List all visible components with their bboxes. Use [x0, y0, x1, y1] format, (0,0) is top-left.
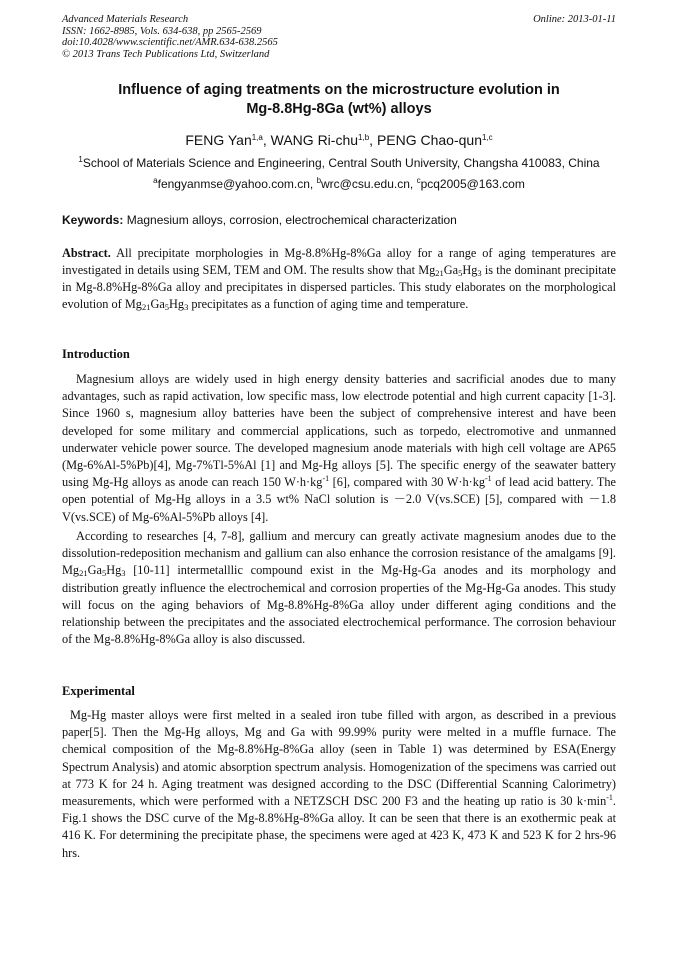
title-line-2: Mg-8.8Hg-8Ga (wt%) alloys [246, 101, 432, 117]
formula-part: Ga [150, 297, 165, 311]
subscript: 3 [477, 268, 482, 278]
subscript: 5 [458, 268, 463, 278]
author-emails: $^a$fengyanmse@yahoo.com.cn, $^b$wrc@csu.edu.cn, $^c$pcq2005@163.com [153, 176, 525, 191]
doi-line[interactable]: doi:10.4028/www.scientific.net/AMR.634-638.2565 [62, 37, 278, 48]
author-name: WANG Ri-chu [270, 132, 359, 148]
keywords-text: Magnesium alloys, corrosion, electrochemical characterization [126, 213, 457, 227]
paragraph-text: [6], compared with 30 W·h·kg [329, 475, 485, 490]
author-affil-mark: 1,b [358, 133, 370, 142]
intro-paragraph-1 [62, 371, 616, 526]
formula-part: Hg [169, 297, 185, 311]
subscript: 5 [164, 302, 170, 312]
affiliation [62, 156, 616, 171]
abstract-text: is the dominant precipitate in Mg-8.8%Hg-8%Ga alloy and precipitates in dispersed particles. This study elaborates on the morphological evolution of Mg [62, 263, 616, 311]
issn-line: ISSN: 1662-8985, Vols. 634-638, pp 2565-2569 [62, 25, 262, 37]
subscript: 3 [121, 568, 126, 579]
copyright-line: © 2013 Trans Tech Publications Ltd, Switzerland [62, 48, 270, 60]
email-b[interactable]: wrc@csu.edu.cn [321, 177, 410, 191]
paragraph-text: . Fig.1 shows the DSC curve of the Mg-8.8%Hg-8%Ga alloy. It can be seen that there is an exothermic peak at 416 K. For determining the precipitate phase, the specimens were aged at 423 K, 473 K and 523 K for 2 hrs-96 hrs. [62, 794, 616, 860]
formula-part: Hg [462, 263, 478, 277]
paragraph-text: [10-11] intermetalllic compound exist in the Mg-Hg-Ga anodes and its morphology and distribution greatly influence the electrochemical and corrosion properties of the Mg-Hg-Ga anodes. This study will focus on the aging behaviors of Mg-8.8%Hg-8%Ga alloy under different aging conditions and the relationship between the precipitates and the associated electrochemical performance. The corrosion behaviour of the Mg-8.8%Hg-8%Ga alloy is also discussed. [62, 563, 616, 647]
abstract-label: Abstract. [62, 246, 111, 260]
experimental-paragraph-1 [62, 707, 616, 862]
affiliation-mark: 1 [78, 155, 83, 164]
formula-part: Hg [106, 563, 122, 578]
abstract [62, 245, 616, 313]
paper-title [62, 81, 616, 119]
author-name: PENG Chao-qun [376, 132, 482, 148]
affiliation-text: School of Materials Science and Engineering, Central South University, Changsha 410083, China [82, 156, 600, 170]
subscript: 21 [141, 302, 151, 312]
email-a[interactable]: fengyanmse@yahoo.com.cn [157, 177, 310, 191]
keywords-label: Keywords: [62, 213, 124, 227]
keywords [62, 213, 616, 228]
section-heading-experimental: Experimental [62, 684, 135, 698]
superscript: -1 [485, 474, 492, 484]
author-name: FENG Yan [185, 132, 252, 148]
email-c[interactable]: pcq2005@163.com [420, 177, 525, 191]
journal-header [62, 14, 616, 60]
superscript: -1 [606, 793, 613, 803]
section-heading-introduction: Introduction [62, 347, 130, 361]
subscript: 21 [435, 268, 444, 278]
subscript: 3 [184, 302, 189, 312]
paragraph-text: Mg-Hg master alloys were first melted in a sealed iron tube filled with argon, as described in a previous paper[5]. Then the Mg-Hg alloys, Mg and Ga with 99.99% purity were melted in a muffle furnace. The chemical composition of the Mg-8.8%Hg-8%Ga alloy (seen in Table 1) was determined by ESA(Energy Spectrum Analysis) and atomic absorption spectrum analysis. Homogenization of the specimens was carried out at 773 K for 24 h. Aging treatment was designed according to the DSC (Differential Scanning Calorimetry) measurements, which were performed with a NETZSCH DSC 200 F3 and the heating up ratio is 30 k·min [62, 708, 616, 809]
paragraph-text: of lead acid battery. The open potential of Mg-Hg alloys in a 3.5 wt% NaCl solution is －2.0 V(vs.SCE) [5], compared with －1.8 V(vs.SCE) of Mg-6%Al-5%Pb alloys [4]. [62, 475, 616, 524]
author-affil-mark: 1,c [482, 133, 493, 142]
abstract-text: All precipitate morphologies in Mg-8.8%Hg-8%Ga alloy for a range of aging temperatures are investigated in details using SEM, TEM and OM. The results show that Mg [62, 246, 616, 277]
online-date: Online: 2013-01-11 [533, 14, 616, 25]
title-line-1: Influence of aging treatments on the microstructure evolution in [118, 82, 560, 98]
paragraph-text: According to researches [4, 7-8], gallium and mercury can greatly activate magnesium anodes due to the dissolution-redeposition mechanism and gallium can also enhance the corrosion resistance of the amalgams [9]. Mg [62, 529, 616, 578]
author-affil-mark: 1,a [251, 133, 263, 142]
journal-name: Advanced Materials Research [62, 14, 189, 25]
subscript: 5 [101, 568, 107, 579]
superscript: -1 [322, 474, 330, 484]
formula-part: Ga [443, 263, 459, 277]
subscript: 21 [79, 568, 88, 579]
formula-part: Ga [87, 563, 102, 578]
intro-paragraph-2 [62, 528, 616, 648]
author-list: FENG Yan$^{1,a}$, WANG Ri-chu$^{1,b}$, PENG Chao-qun$^{1,c}$ [185, 132, 493, 148]
paragraph-text: Magnesium alloys are widely used in high energy density batteries and sacrificial anodes due to many advantages, such as rapid activation, low specific mass, low electrode potential and high current capacity [1-3]. Since 1960 s, magnesium alloy batteries have been the subject of comprehensive interest and have been developed for some military and commercial applications, such as torpedo, electromotive and unmanned underwater vehicle power source. The developed magnesium anode materials with high cell voltage are AP65 (Mg-6%Al-5%Pb)[4], Mg-7%Tl-5%Al [1] and Mg-Hg alloys [5]. The specific energy of the seawater battery using Mg-Hg alloys as anode can reach 150 W·h·kg [62, 372, 616, 490]
abstract-text: precipitates as a function of aging time and temperature. [188, 297, 469, 311]
